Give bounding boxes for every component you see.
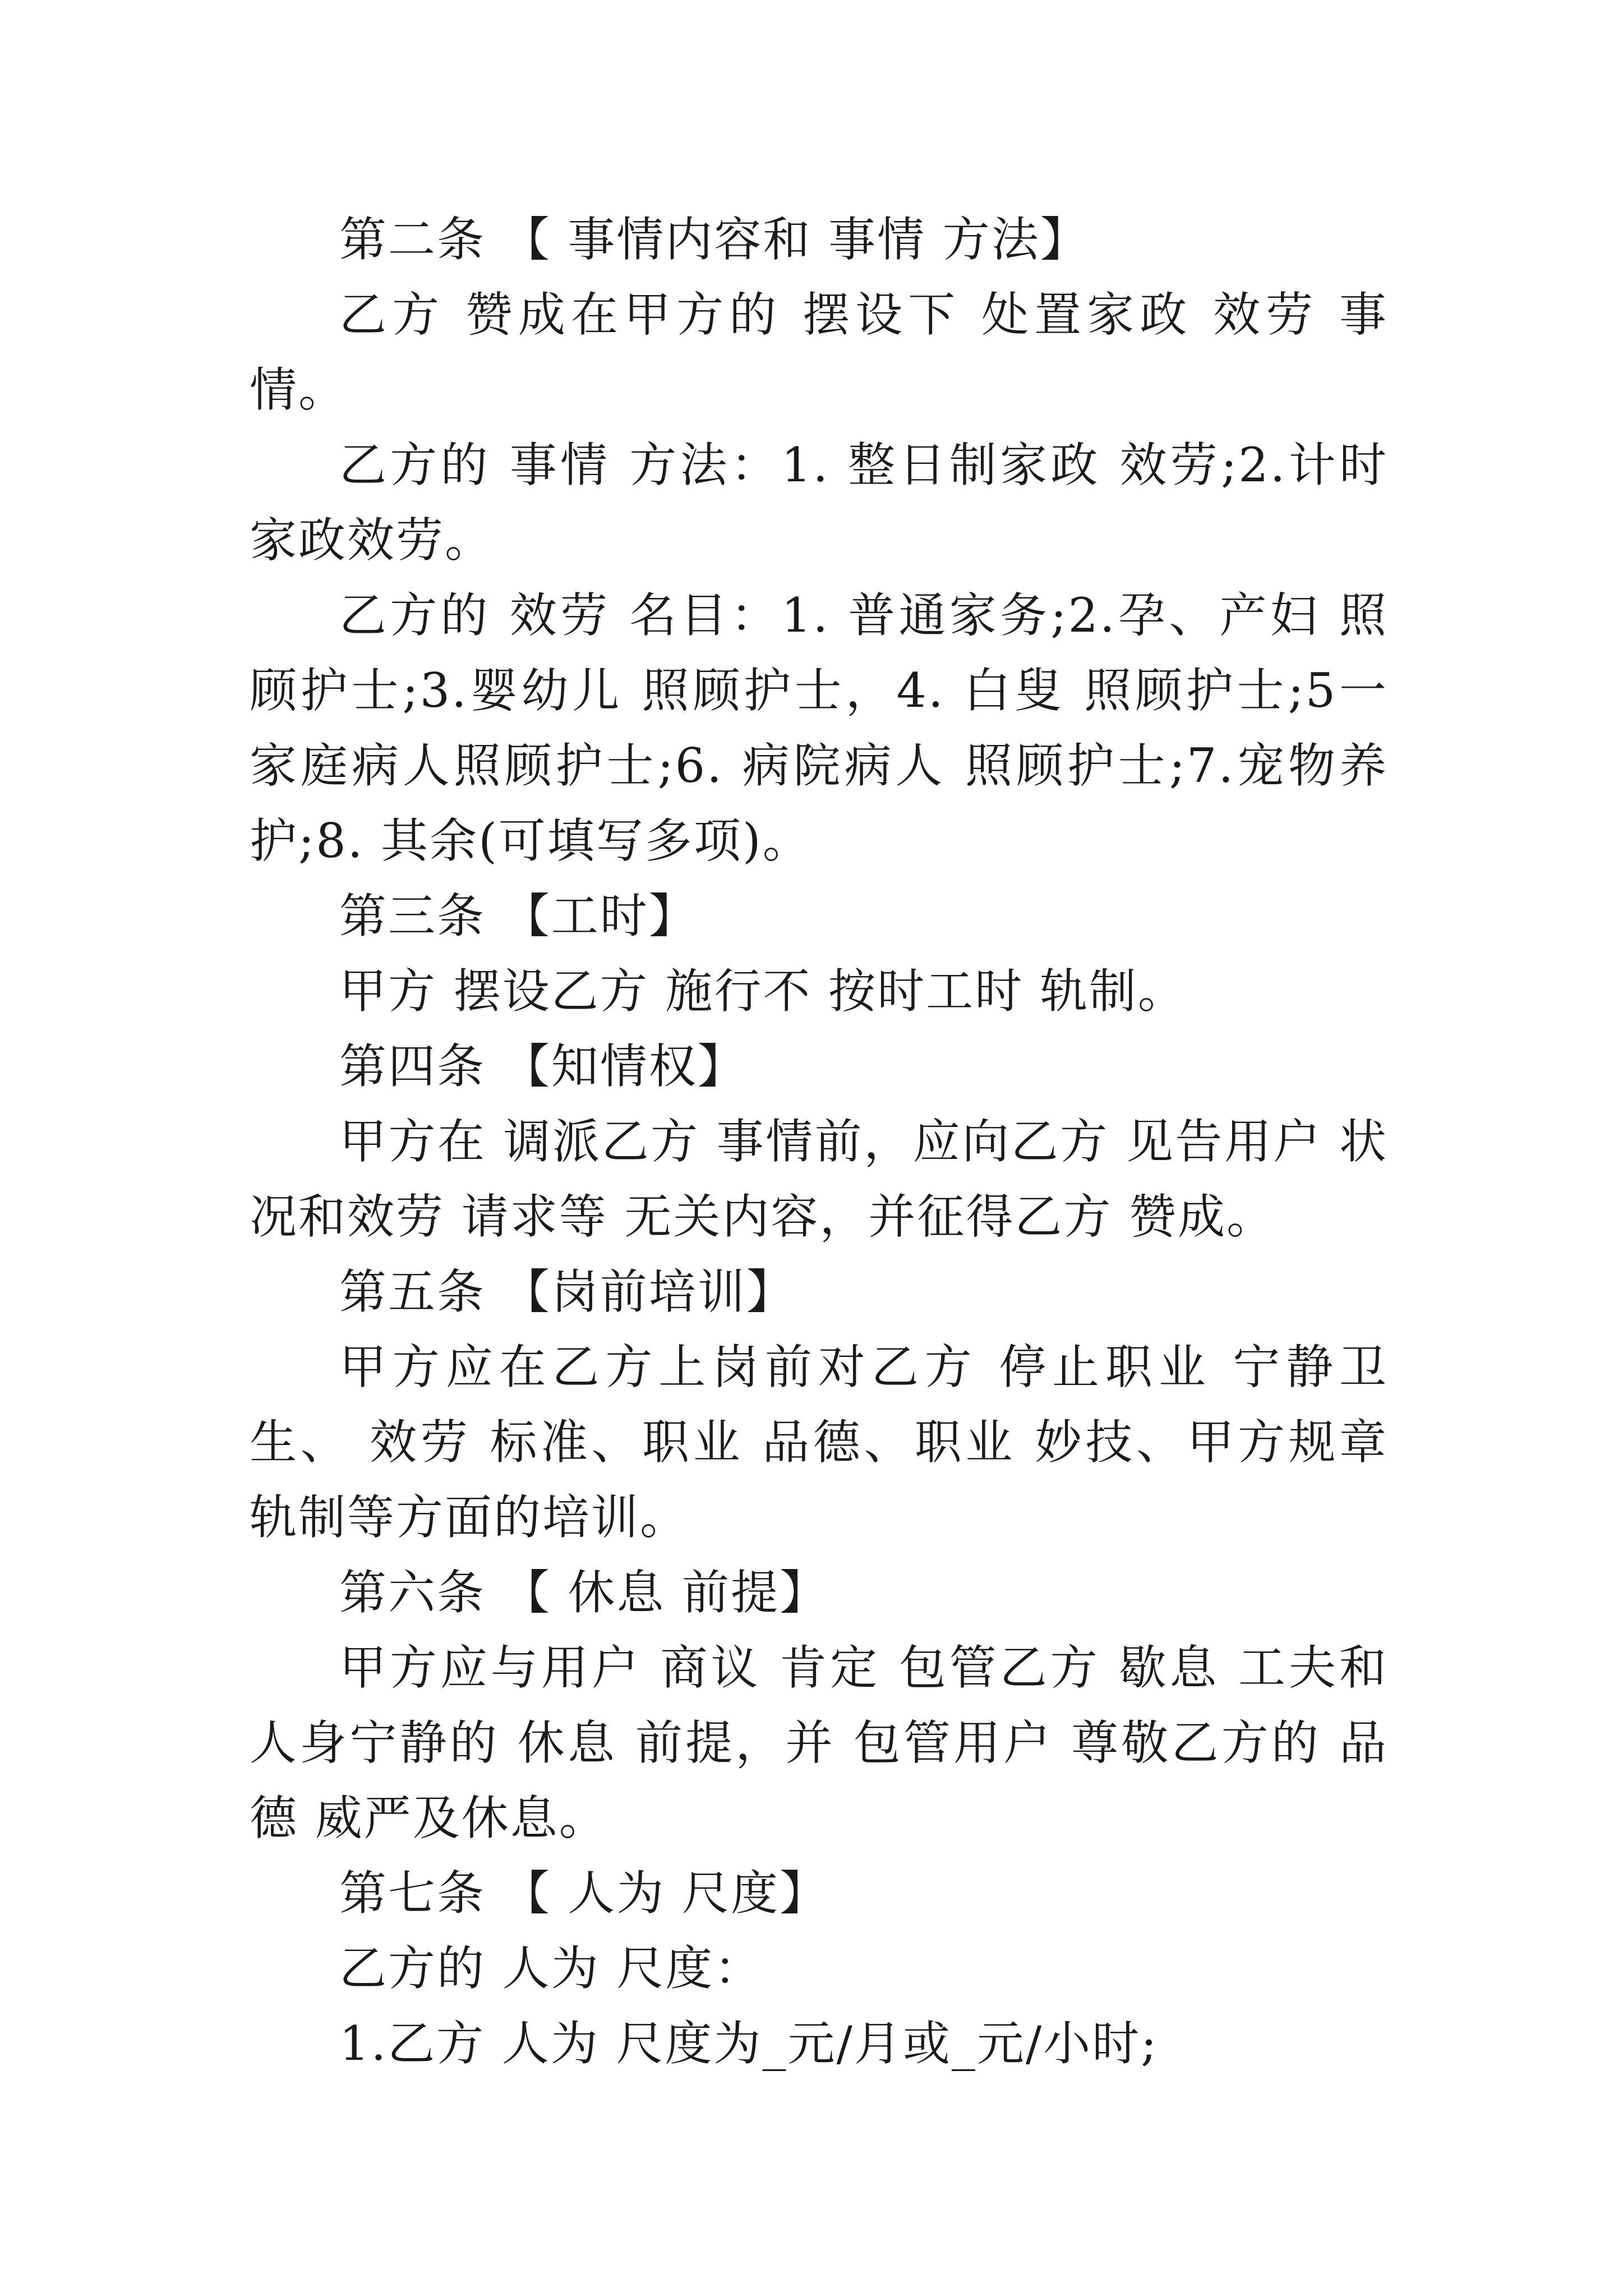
article-2-heading: 第二条 【 事情内容和 事情 方法】 [339, 212, 1089, 267]
article-3-heading: 第三条 【工时】 [339, 889, 698, 944]
article-7-item-1-paragraph: 1.乙方 人为 尺度为_元/月或_元/小时; [339, 2016, 1159, 2071]
article-2-work-mode-paragraph: 乙方的 事情 方法：1. 整日制家政 效劳;2.计时家政效劳。 [250, 438, 1388, 568]
article-7-heading: 第七条 【 人为 尺度】 [339, 1866, 829, 1921]
article-4-heading: 第四条 【知情权】 [339, 1039, 746, 1094]
document-body [250, 202, 1388, 2081]
article-5-paragraph: 甲方应在乙方上岗前对乙方 停止职业 宁静卫生、 效劳 标准、职业 品德、职业 妙技、甲方规章 轨制等方面的培训。 [250, 1340, 1388, 1545]
article-7-intro-paragraph: 乙方的 人为 尺度： [339, 1941, 763, 1996]
article-5-heading: 第五条 【岗前培训】 [339, 1264, 795, 1319]
article-2-consent-paragraph: 乙方 赞成在甲方的 摆设下 处置家政 效劳 事情。 [250, 287, 1388, 417]
article-3-paragraph: 甲方 摆设乙方 施行不 按时工时 轨制。 [339, 964, 1187, 1019]
article-4-paragraph: 甲方在 调派乙方 事情前，应向乙方 见告用户 状况和效劳 请求等 无关内容，并征得乙方 赞成。 [250, 1114, 1388, 1244]
article-6-paragraph: 甲方应与用户 商议 肯定 包管乙方 歇息 工夫和人身宁静的 休息 前提，并 包管用户 尊敬乙方的 品德 威严及休息。 [250, 1640, 1388, 1846]
article-2-service-items-paragraph: 乙方的 效劳 名目：1. 普通家务;2.孕、产妇 照顾护士;3.婴幼儿 照顾护士，4. 白叟 照顾护士;5一家庭病人照顾护士;6. 病院病人 照顾护士;7.宠物养护;8. 其余(可填写多项)。 [250, 588, 1388, 868]
article-6-heading: 第六条 【 休息 前提】 [339, 1565, 829, 1620]
